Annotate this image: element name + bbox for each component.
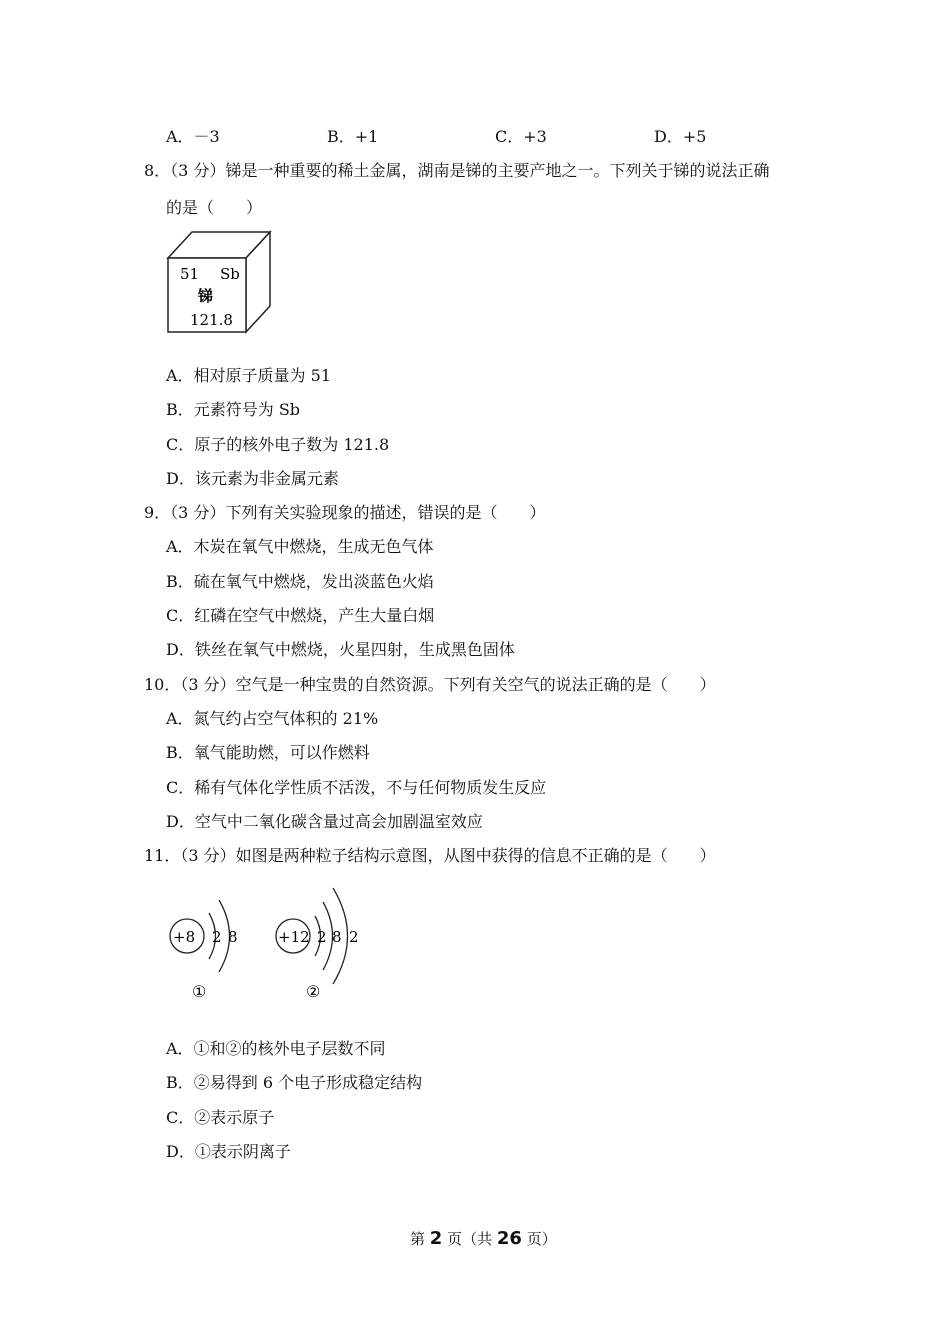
q11-option-d: D．①表示阴离子 [166, 1142, 291, 1161]
q8-option-d: D．该元素为非金属元素 [166, 469, 339, 488]
q7-option-b: B．+1 [327, 127, 379, 146]
q7-option-d: D．+5 [654, 127, 707, 146]
footer-prefix: 第 [410, 1230, 426, 1248]
q7-option-a: A．－3 [166, 127, 220, 146]
particle-1-nucleus: +8 [173, 928, 196, 946]
q10-option-a: A．氮气约占空气体积的 21% [166, 709, 379, 728]
footer-page-number: 2 [429, 1228, 443, 1249]
element-tile-antimony [160, 226, 280, 338]
q8-stem-line1: 8．（3 分）锑是一种重要的稀土金属，湖南是锑的主要产地之一。下列关于锑的说法正确 [144, 161, 770, 180]
particle-2-label: ② [306, 982, 321, 1001]
particle-structure-diagram [160, 880, 380, 1010]
q10-option-c: C．稀有气体化学性质不活泼，不与任何物质发生反应 [166, 778, 547, 797]
q10-option-d: D．空气中二氧化碳含量过高会加剧温室效应 [166, 812, 483, 831]
particle-1-label: ① [192, 982, 207, 1001]
q11-option-c: C．②表示原子 [166, 1108, 275, 1127]
q11-option-b: B．②易得到 6 个电子形成稳定结构 [166, 1073, 423, 1092]
q8-option-a: A．相对原子质量为 51 [166, 366, 332, 385]
q9-option-d: D．铁丝在氧气中燃烧，火星四射，生成黑色固体 [166, 640, 515, 659]
q11-stem: 11．（3 分）如图是两种粒子结构示意图，从图中获得的信息不正确的是（ ） [144, 846, 716, 865]
q8-option-c: C．原子的核外电子数为 121.8 [166, 435, 390, 454]
q9-stem: 9．（3 分）下列有关实验现象的描述，错误的是（ ） [144, 503, 546, 522]
q10-option-b: B．氧气能助燃，可以作燃料 [166, 743, 370, 762]
element-symbol: Sb [220, 265, 240, 283]
element-mass: 121.8 [190, 311, 233, 329]
particle-1 [170, 900, 238, 1001]
particle-1-shell-1: 2 [212, 928, 222, 946]
footer-total-pages: 26 [496, 1228, 522, 1249]
q9-option-b: B．硫在氧气中燃烧，发出淡蓝色火焰 [166, 572, 434, 591]
q7-option-c: C．+3 [495, 127, 547, 146]
q10-stem: 10．（3 分）空气是一种宝贵的自然资源。下列有关空气的说法正确的是（ ） [144, 675, 716, 694]
q8-option-b: B．元素符号为 Sb [166, 400, 301, 419]
footer-suffix: 页） [526, 1230, 557, 1248]
footer-middle: 页（共 [447, 1230, 493, 1248]
page-footer [410, 1229, 557, 1249]
q9-option-c: C．红磷在空气中燃烧，产生大量白烟 [166, 606, 435, 625]
element-number: 51 [180, 265, 200, 283]
particle-1-shell-2: 8 [228, 928, 238, 946]
particle-2-shell-1: 2 [317, 928, 327, 946]
particle-2-nucleus: +12 [278, 928, 310, 946]
q8-stem-line2: 的是（ ） [166, 198, 263, 217]
q9-option-a: A．木炭在氧气中燃烧，生成无色气体 [166, 537, 434, 556]
element-name: 锑 [198, 287, 214, 305]
particle-2 [276, 888, 359, 1001]
q11-option-a: A．①和②的核外电子层数不同 [166, 1039, 386, 1058]
particle-2-shell-3: 2 [349, 928, 359, 946]
particle-2-shell-2: 8 [332, 928, 342, 946]
